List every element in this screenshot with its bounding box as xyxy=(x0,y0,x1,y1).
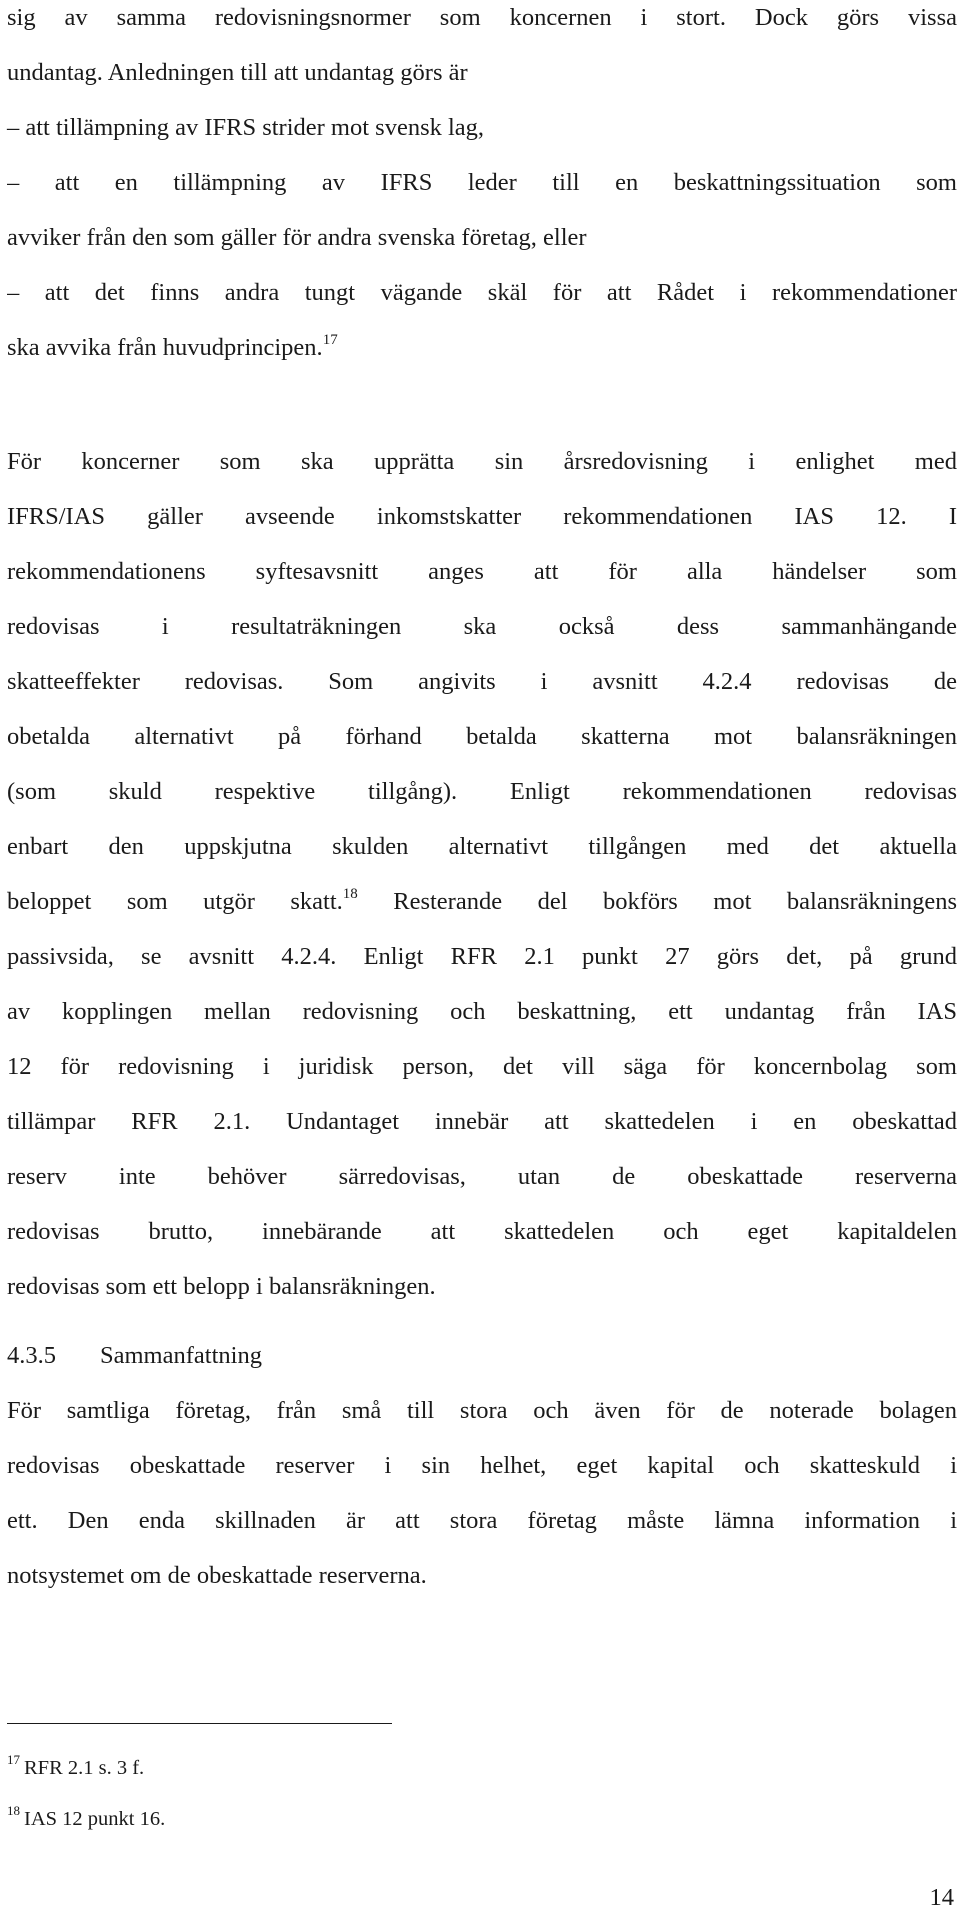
page-number: 14 xyxy=(929,1884,954,1911)
footnote-ref-18[interactable]: 18 xyxy=(342,885,358,902)
text-line: ett. Den enda skillnaden är att stora företag måste lämna information i xyxy=(7,1507,957,1534)
text-line: IFRS/IAS gäller avseende inkomstskatter rekommendationen IAS 12. I xyxy=(7,503,957,530)
text-fragment: ska avvika från huvudprincipen. xyxy=(7,334,323,361)
text-line: redovisas obeskattade reserver i sin helhet, eget kapital och skatteskuld i xyxy=(7,1452,957,1479)
footnote-text: IAS 12 punkt 16. xyxy=(24,1808,166,1830)
text-line: redovisas brutto, innebärande att skattedelen och eget kapitaldelen xyxy=(7,1218,957,1245)
paragraph-summary xyxy=(7,1383,957,1603)
footnote-18 xyxy=(7,1803,166,1831)
text-line: redovisas som ett belopp i balansräkningen. xyxy=(7,1273,436,1300)
text-line: redovisas i resultaträkningen ska också dess sammanhängande xyxy=(7,613,957,640)
text-line: För samtliga företag, från små till stora och även för de noterade bolagen xyxy=(7,1397,957,1424)
footnote-ref-17[interactable]: 17 xyxy=(322,331,338,348)
section-title: Sammanfattning xyxy=(100,1342,262,1369)
list-item-dash: – att tillämpning av IFRS strider mot svensk lag, xyxy=(7,114,485,141)
text-line: tillämpar RFR 2.1. Undantaget innebär att skattedelen i en obeskattad xyxy=(7,1108,957,1135)
text-line: av kopplingen mellan redovisning och beskattning, ett undantag från IAS xyxy=(7,998,957,1025)
footnote-text: RFR 2.1 s. 3 f. xyxy=(24,1757,145,1779)
text-line: undantag. Anledningen till att undantag görs är xyxy=(7,59,468,86)
footnote-number: 17 xyxy=(7,1752,20,1768)
text-line: För koncerner som ska upprätta sin årsredovisning i enlighet med xyxy=(7,448,957,475)
text-line: sig av samma redovisningsnormer som koncernen i stort. Dock görs vissa xyxy=(7,4,957,31)
text-line: 12 för redovisning i juridisk person, det vill säga för koncernbolag som xyxy=(7,1053,957,1080)
footnote-17 xyxy=(7,1752,145,1780)
section-heading xyxy=(7,1328,262,1383)
list-item-dash: – att en tillämpning av IFRS leder till en beskattningssituation som xyxy=(7,169,957,196)
footnote-number: 18 xyxy=(7,1803,20,1819)
text-line: passivsida, se avsnitt 4.2.4. Enligt RFR 2.1 punkt 27 görs det, på grund xyxy=(7,943,957,970)
text-fragment: Resterande del bokförs mot balansräkningens xyxy=(357,888,957,915)
text-line: (som skuld respektive tillgång). Enligt rekommendationen redovisas xyxy=(7,778,957,805)
text-line xyxy=(7,320,957,375)
text-fragment: beloppet som utgör skatt. xyxy=(7,888,343,915)
text-line: obetalda alternativt på förhand betalda skatterna mot balansräkningen xyxy=(7,723,957,750)
text-line: avviker från den som gäller för andra svenska företag, eller xyxy=(7,224,587,251)
footnote-separator xyxy=(7,1723,392,1724)
text-line: rekommendationens syftesavsnitt anges att för alla händelser som xyxy=(7,558,957,585)
paragraph-ifrs xyxy=(7,434,957,1314)
text-line xyxy=(7,874,957,929)
text-line: skatteeffekter redovisas. Som angivits i avsnitt 4.2.4 redovisas de xyxy=(7,668,957,695)
text-line: notsystemet om de obeskattade reserverna. xyxy=(7,1562,427,1589)
text-line: reserv inte behöver särredovisas, utan de obeskattade reserverna xyxy=(7,1163,957,1190)
text-line: enbart den uppskjutna skulden alternativt tillgången med det aktuella xyxy=(7,833,957,860)
section-number: 4.3.5 xyxy=(7,1342,56,1369)
paragraph-exceptions xyxy=(7,0,957,375)
list-item-dash: – att det finns andra tungt vägande skäl för att Rådet i rekommendationer xyxy=(7,279,957,306)
